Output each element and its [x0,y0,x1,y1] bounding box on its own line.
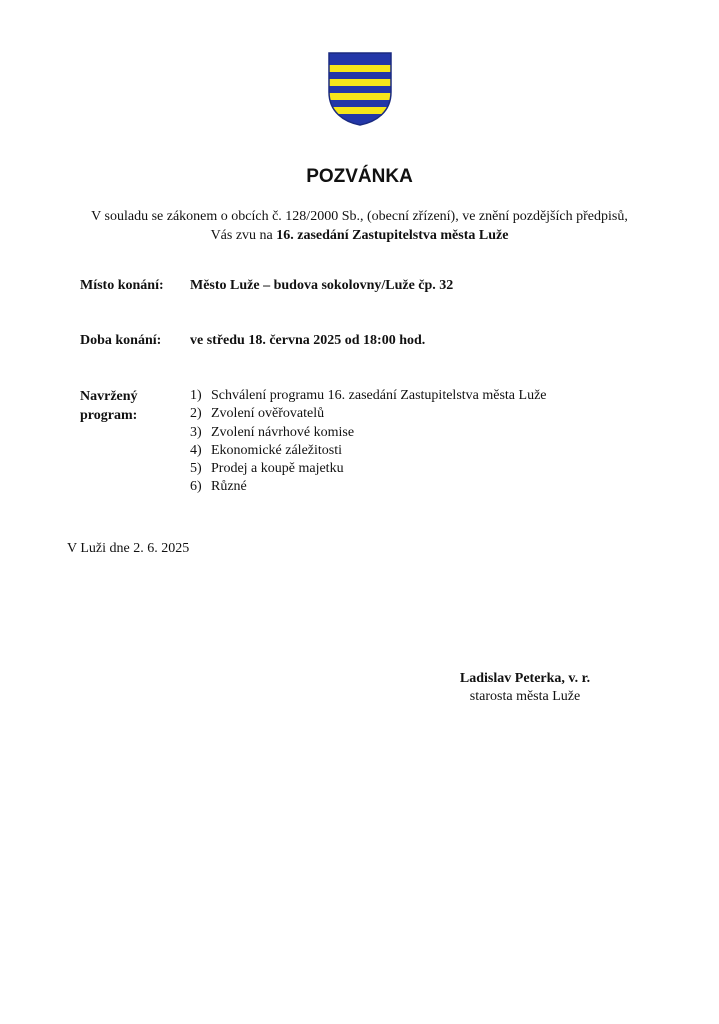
item-number: 2) [190,406,202,422]
coat-of-arms-icon [328,52,392,126]
item-text: Zvolení návrhové komise [211,424,355,440]
item-number: 6) [190,479,202,495]
venue-value: Město Luže – budova sokolovny/Luže čp. 32 [190,278,454,293]
item-number: 5) [190,461,202,477]
page-title: POZVÁNKA [306,166,413,187]
item-number: 3) [190,424,202,440]
list-item [190,424,547,442]
list-item [190,442,547,460]
item-number: 1) [190,388,202,403]
item-number: 4) [190,442,202,458]
list-item [190,460,547,478]
program-list [190,387,547,497]
item-text: Různé [211,479,247,495]
signature-block [450,670,600,706]
signatory-role: starosta města Luže [469,689,581,704]
item-text: Zvolení ověřovatelů [211,406,325,422]
item-text: Prodej a koupě majetku [211,461,344,477]
time-value: ve středu 18. června 2025 od 18:00 hod. [190,333,426,348]
program-label-line-1: Navržený [80,389,138,404]
date-line: V Luži dne 2. 6. 2025 [67,541,190,556]
item-text: Ekonomické záležitosti [211,442,343,458]
intro-line-1: V souladu se zákonem o obcích č. 128/2000 Sb., (obecní zřízení), ve znění pozdějších předpisů, [91,209,628,224]
program-label [80,387,138,425]
list-item [190,405,547,423]
intro-line-2 [0,226,719,245]
list-item [190,387,547,405]
program-label-line-2: program: [80,408,138,423]
intro-text [0,207,719,245]
item-text: Schválení programu 16. zasedání Zastupitelstva města Luže [211,388,547,403]
signatory-name: Ladislav Peterka, v. r. [459,671,591,686]
list-item [190,478,547,496]
meeting-name: 16. zasedání Zastupitelstva města Luže [276,228,509,243]
intro-line-2-prefix: Vás zvu na [210,228,277,243]
time-label: Doba konání: [80,333,162,348]
venue-label: Místo konání: [80,278,164,293]
